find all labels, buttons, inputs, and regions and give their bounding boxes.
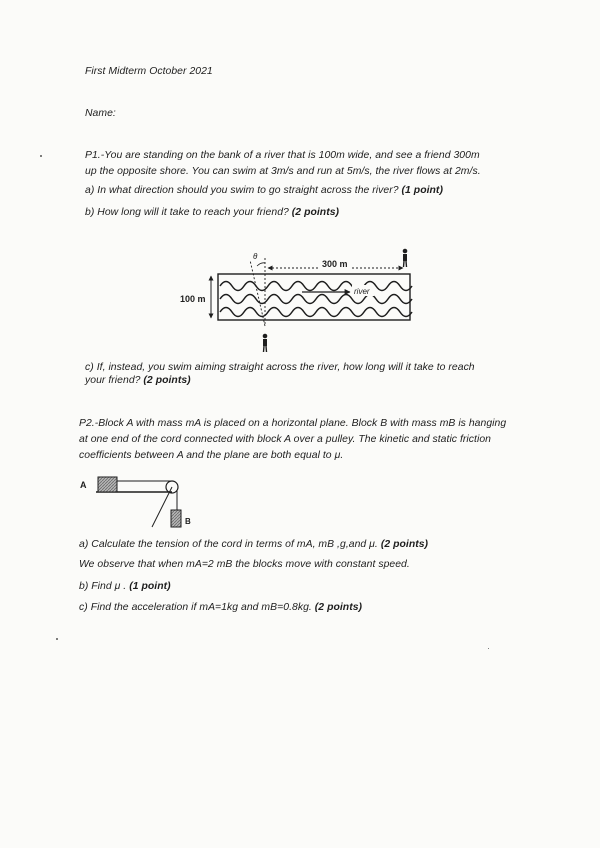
p2-intro-line-2: at one end of the cord connected with block A over a pulley. The kinetic and static friction: [79, 434, 491, 445]
angle-label: θ: [253, 252, 258, 261]
exam-title: First Midterm October 2021: [85, 66, 213, 77]
p1-question-b-points: (2 points): [291, 207, 340, 218]
p1-question-c-text: your friend?: [85, 375, 141, 386]
p2-question-b-points: (1 point): [129, 581, 171, 592]
scan-speck: [56, 638, 58, 640]
p1-question-a: [85, 185, 443, 196]
scan-speck: [488, 648, 489, 649]
p1-intro-line-1: P1.-You are standing on the bank of a river that is 100m wide, and see a friend 300m: [85, 150, 480, 161]
p2-observation: We observe that when mA=2 mB the blocks move with constant speed.: [79, 559, 410, 570]
block-a: [98, 477, 117, 492]
p2-question-c-text: c) Find the acceleration if mA=1kg and mB=0.8kg.: [79, 602, 312, 613]
p2-question-c: [79, 602, 362, 613]
p1-question-b-text: b) How long will it take to reach your friend?: [85, 207, 289, 218]
p2-question-a-text: a) Calculate the tension of the cord in terms of mA, mB ,g,and μ.: [79, 539, 378, 550]
p2-question-a: [79, 539, 428, 550]
p2-question-b: [79, 581, 171, 592]
friend-person-icon: [403, 249, 408, 267]
p1-question-a-points: (1 point): [401, 185, 443, 196]
p1-question-c-line-2: [85, 375, 191, 386]
p2-question-c-points: (2 points): [314, 602, 363, 613]
river-wave-row: [220, 295, 412, 304]
p2-intro-line-3: coefficients between A and the plane are both equal to μ.: [79, 450, 344, 461]
distance-label: 300 m: [322, 259, 348, 269]
angle-arc: [257, 263, 265, 266]
p2-question-b-text: b) Find μ .: [79, 581, 127, 592]
block-b: [171, 510, 181, 527]
pulley-figure: [0, 472, 600, 547]
p2-intro-line-1: P2.-Block A with mass mA is placed on a horizontal plane. Block B with mass mB is hanging: [79, 418, 507, 429]
block-a-label: A: [80, 480, 87, 490]
p2-question-a-points: (2 points): [380, 539, 429, 550]
river-figure: [0, 246, 600, 366]
swimmer-person-icon: [263, 334, 268, 352]
river-rectangle: [218, 274, 410, 320]
river-wave-row: [220, 282, 412, 291]
p1-intro-line-2: up the opposite shore. You can swim at 3m/s and run at 5m/s, the river flows at 2m/s.: [85, 166, 481, 177]
p1-question-a-text: a) In what direction should you swim to go straight across the river?: [85, 185, 399, 196]
p1-question-c-points: (2 points): [143, 375, 191, 386]
scan-speck: [40, 155, 42, 157]
p1-question-c-line-1: c) If, instead, you swim aiming straight across the river, how long will it take to reach: [85, 362, 475, 373]
river-label: river: [354, 287, 370, 296]
river-wave-row: [220, 308, 412, 317]
p1-question-b: [85, 207, 339, 218]
width-label: 100 m: [180, 294, 206, 304]
pulley-support: [152, 487, 172, 527]
name-label: Name:: [85, 108, 116, 119]
block-b-label: B: [185, 517, 191, 526]
